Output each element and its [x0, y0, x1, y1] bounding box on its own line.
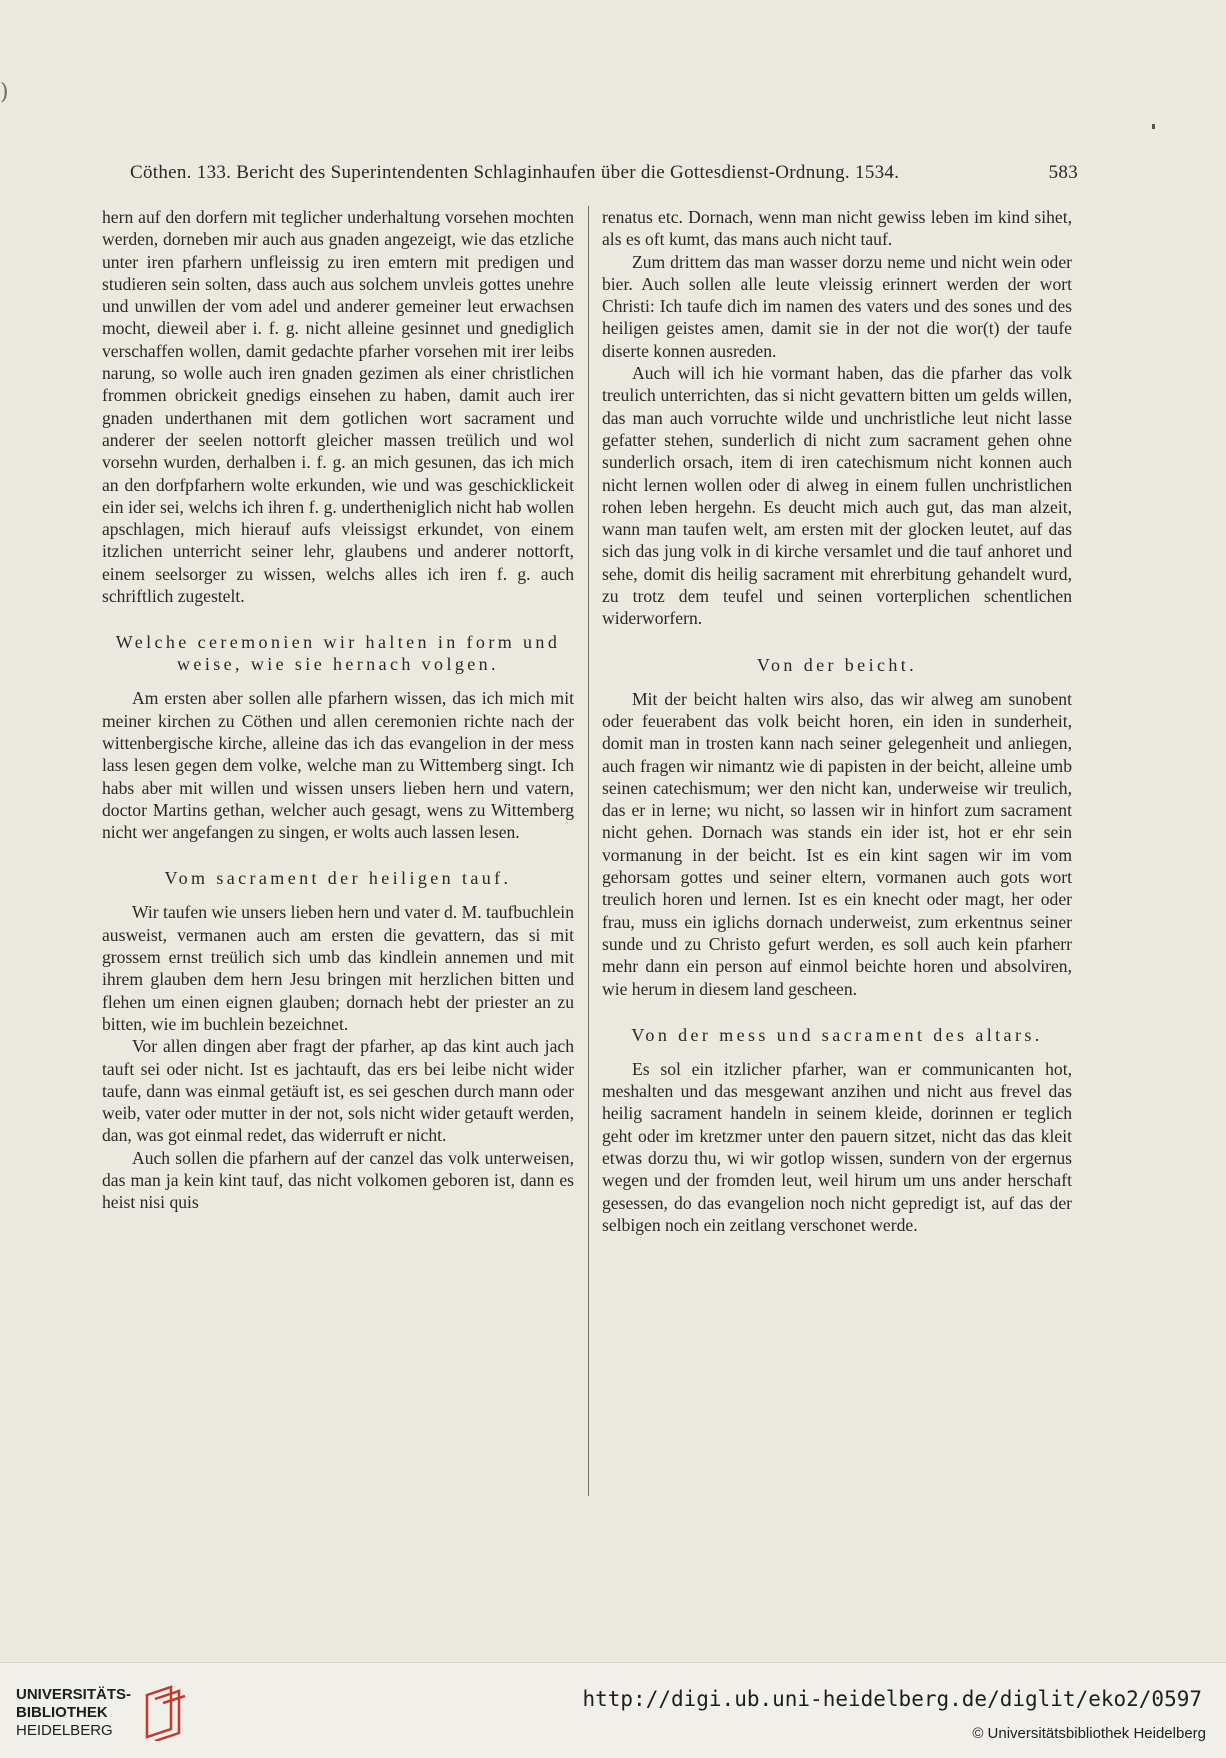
section-heading: Welche ceremonien wir halten in form und weise, wie sie hernach volgen.: [115, 632, 561, 675]
paragraph: Vor allen dingen aber fragt der pfarher, ap das kint auch jach tauft sei oder nicht. Ist es jachtauft, das ers bei leibe nicht wider taufe, dann was einmal getäuft ist, es sei geschen durch mann oder weib, vater oder mutter in der not, sols nicht wider getauft werden, dan, was got einmal redet, das widerruft er nicht.: [102, 1036, 574, 1146]
logo-line-3: HEIDELBERG: [16, 1722, 113, 1739]
viewer-footer: [0, 1662, 1226, 1758]
paragraph: Mit der beicht halten wirs also, das wir alweg am sunobent oder feuerabent das volk beicht horen, ein iden in sunderheit, domit man in trosten kann nach seiner gelegenheit und anliegen, auch fragen wir nimantz wie di papisten in der beicht, alleine umb seinen catechismum; wer den nicht kan, underweise wir treulich, das er in lerne; wu nicht, so lassen wir in hinfort zum sacrament nicht gehen. Dornach was stands ein ider ist, hot er ehr sein vormanung in der beicht. Ist es ein kint sagen wir im vom gehorsam gottes und seiner eltern, vormanen auch gots wort treulich horen und lernen. Ist es ein knecht oder magt, her oder frau, muss ein iglichs dornach underweist, zum erkentnus seiner sunde und zu Christo gefurt werden, es soll auch kein pfarherr mehr dann ein person auf einmol beichte horen und absolviren, wie herum in diesem land gescheen.: [602, 688, 1072, 999]
section-heading: Von der mess und sacrament des altars.: [631, 1024, 1043, 1045]
ink-speck: [1152, 124, 1155, 129]
section-heading: Vom sacrament der heiligen tauf.: [164, 868, 512, 889]
running-head-title: Cöthen. 133. Bericht des Superintendenten Schlaginhaufen über die Gottesdienst-Ordnung. 1534.: [130, 162, 900, 183]
logo-line-1: UNIVERSITÄTS-: [16, 1686, 132, 1703]
left-column: [102, 206, 574, 1214]
column-divider: [588, 206, 589, 1496]
logo-line-2: BIBLIOTHEK: [16, 1704, 108, 1721]
copyright-notice: © Universitätsbibliothek Heidelberg: [972, 1725, 1206, 1742]
paragraph: Auch will ich hie vormant haben, das die pfarher das volk treulich unterrichten, das si nicht gevattern bitten um gelds willen, das man auch vorruchte wilde und unchristliche leut nicht lasse gefatter stehen, sunderlich di nicht zum sacrament gehen ohne sunderlich orsach, item di iren catechismum nicht konnen auch nicht lernen wollen oder di alweg in einem fullen unchristlichen rohen leben hergehn. Es deucht mich auch gut, das man alzeit, wann man taufen welt, am ersten mit der glocken leutet, auf das sich das jung volk in di kirche versamlet und die tauf anhoret und sehe, domit dis heilig sacrament mit ehrerbitung gehandelt wurd, zu trotz dem teufel und seinen vorterplichen schentlichen widerworfern.: [602, 363, 1072, 629]
library-emblem-icon: [141, 1685, 187, 1741]
library-logo-text: [16, 1686, 131, 1740]
section-heading: Von der beicht.: [756, 654, 918, 675]
paragraph: Wir taufen wie unsers lieben hern und vater d. M. taufbuchlein ausweist, vermanen auch am ersten die gevattern, das si mit grossem ernst treülich sich umb das kindlein annemen und mit ihrem glauben dem hern Jesu bringen mit herzlichen bitten und flehen um einen eignen glauben; dornach hebt der priester an zu bitten, wie im buchlein bezeichnet.: [102, 902, 574, 1034]
page-edge-mark: ): [0, 80, 9, 105]
paragraph: Zum drittem das man wasser dorzu neme und nicht wein oder bier. Auch sollen alle leute vleissig erinnert werden der wort Christi: Ich taufe dich im namen des vaters und des sones und des heiligen geistes amen, damit sie in der not die wor(t) der taufe diserte konnen ausreden.: [602, 251, 1072, 361]
paragraph: Am ersten aber sollen alle pfarhern wissen, das ich mich mit meiner kirchen zu Cöthen und allen ceremonien richte nach der wittenbergische kirche, alleine das ich das evangelion in der mess lass lesen gegen dem volke, welche man zu Wittemberg singt. Ich habs aber mit willen und wissen unsers lieben hern und vatern, doctor Martins gethan, welcher auch gesagt, wens zu Wittemberg nicht wer angefangen zu singen, er wolts auch lassen lesen.: [102, 688, 574, 843]
paragraph: hern auf den dorfern mit teglicher underhaltung vorsehen mochten werden, dorneben mir auch aus gnaden angezeigt, wie das etzliche unter iren pfarhern unfleissig zu iren emtern mit predigen und studieren sein solten, dass auch aus solchem unvleis gottes unehre und unwillen der vom adel und anderer gemeiner leut erwachsen mocht, dieweil aber i. f. g. nicht alleine gesinnet und gnediglich verschaffen wollen, damit gedachte pfarher vorsehen mit irer leibs narung, so wolle auch iren gnaden gezimen als einer christlichen frommen obrickeit gnedigs einsehen zu haben, damit auch irer gnaden underthanen mit dem gotlichen wort sacrament und anderer der seelen nottorft gleicher massen treülich und wol vorsehn wurden, derhalben i. f. g. an mich gesunen, das ich mich an den dorfpfarhern wolte erkunden, wie und was geschicklickeit ein ider sei, welchs ich ihren f. g. undertheniglich nicht hab wollen apschlagen, mich hierauf aufs vleissigst erkundet, von einem itzlichen unterricht seiner lehr, glaubens und anderer nottorft, einem seelsorger zu wissen, welchs alles ich iren f. g. auch schriftlich zugestelt.: [102, 207, 574, 607]
page-number: 583: [1048, 162, 1078, 183]
paragraph: Es sol ein itzlicher pfarher, wan er communicanten hot, meshalten und das mesgewant anzihen und nicht aus frevel das heilig sacrament handeln in seinem kleide, dorinnen er teglich geht oder im kretzmer unter den pauern sitzet, nicht das das kleit etwas dorzu thu, wi wir gotlop wissen, sundern von der ergernus wegen und der fromden leut, weil hirum um uns ander herschaft gesessen, do das evangelion noch nicht gepredigt ist, auf das der selbigen noch ein zeitlang verschonet werde.: [602, 1058, 1072, 1235]
permalink-url[interactable]: http://digi.ub.uni-heidelberg.de/diglit/eko2/0597: [582, 1687, 1202, 1711]
paragraph: Auch sollen die pfarhern auf der canzel das volk unterweisen, das man ja kein kint tauf, das nicht volkomen geboren ist, dann es heist nisi quis: [102, 1147, 574, 1213]
paragraph: renatus etc. Dornach, wenn man nicht gewiss leben im kind sihet, als es oft kumt, das mans auch nicht tauf.: [602, 207, 1072, 250]
running-head: [130, 162, 1078, 184]
library-logo[interactable]: [16, 1685, 187, 1741]
right-column: [602, 206, 1072, 1236]
